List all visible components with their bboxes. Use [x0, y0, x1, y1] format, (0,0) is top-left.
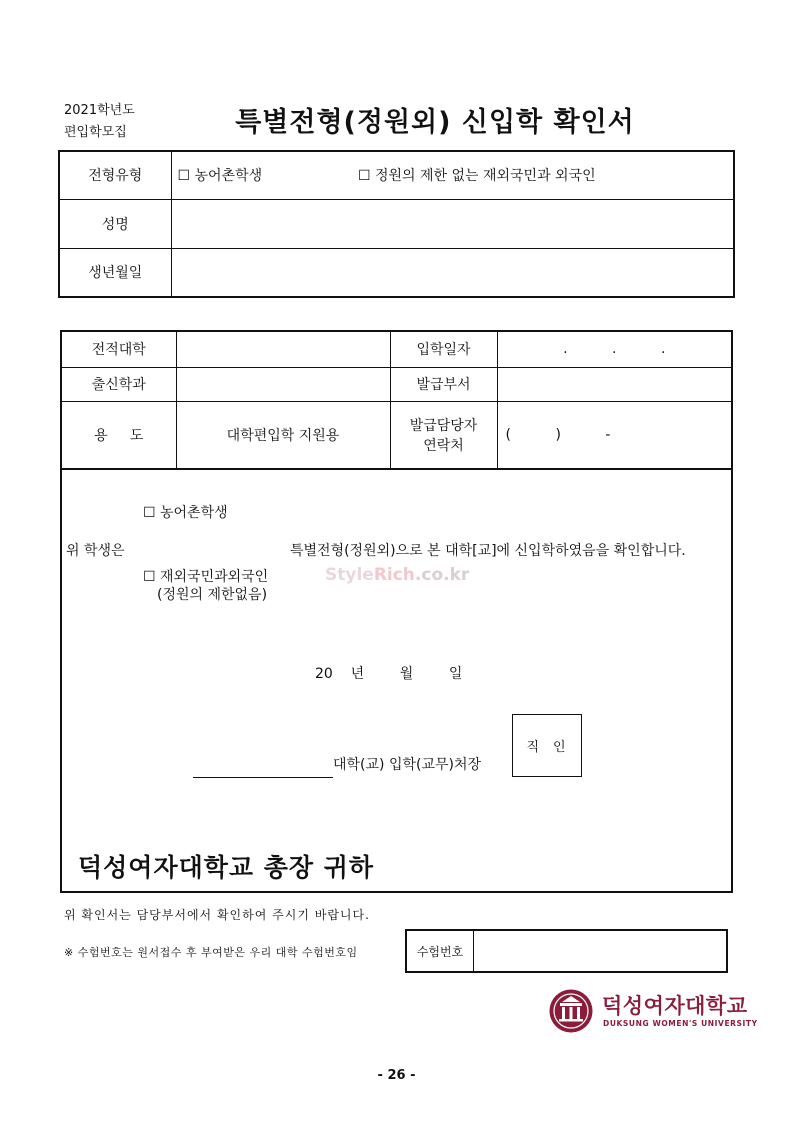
watermark [325, 565, 469, 585]
university-name-korean: 덕성여자대학교 [602, 994, 748, 1018]
exam-number-box [405, 929, 728, 973]
contact-field[interactable]: ( ) - [497, 401, 732, 469]
university-emblem-icon [548, 988, 594, 1034]
admission-type-label: 전형유형 [59, 151, 171, 199]
signer-title: 대학(교) 입학(교무)처장 [333, 757, 482, 773]
contact-label-line1: 발급담당자 [409, 417, 478, 434]
issuing-office-label: 발급부서 [390, 367, 497, 401]
issuing-office-field[interactable] [497, 367, 732, 401]
university-logo [548, 988, 758, 1038]
department-field[interactable] [176, 367, 390, 401]
watermark-part-a: Style [325, 565, 374, 585]
school-info-table [60, 330, 733, 470]
applicant-info-table [58, 150, 735, 298]
watermark-part-b: Rich [373, 565, 415, 585]
addressee: 덕성여자대학교 총장 귀하 [78, 853, 375, 882]
birthdate-field[interactable] [171, 248, 734, 297]
statement-overseas-checkbox[interactable]: ☐ 재외국민과외국인 [143, 569, 269, 585]
rural-student-checkbox[interactable]: ☐ 농어촌학생 [177, 168, 263, 185]
department-label: 출신학과 [61, 367, 176, 401]
name-label: 성명 [59, 199, 171, 248]
statement-subject-prefix: 위 학생은 [66, 543, 125, 559]
exam-number-label: 수험번호 [407, 931, 474, 971]
exam-number-note: ※ 수험번호는 원서접수 후 부여받은 우리 대학 수험번호임 [64, 946, 358, 959]
watermark-part-c: .co.kr [414, 565, 470, 585]
purpose-label: 용 도 [61, 401, 176, 469]
admission-date-field[interactable]: . . . [497, 331, 732, 367]
previous-university-label: 전적대학 [61, 331, 176, 367]
signature-line [193, 777, 333, 778]
official-seal-box: 직인 [512, 714, 582, 777]
document-title: 특별전형(정원외) 신입학 확인서 [235, 107, 635, 138]
birthdate-label: 생년월일 [59, 248, 171, 297]
issue-date-line[interactable]: 20 년 월 일 [315, 666, 463, 682]
overseas-foreigner-checkbox[interactable]: ☐ 정원의 제한 없는 재외국민과 외국인 [357, 168, 596, 185]
exam-number-field[interactable] [474, 931, 726, 971]
confirmation-note: 위 확인서는 담당부서에서 확인하여 주시기 바랍니다. [64, 908, 370, 922]
recruitment-year: 2021학년도 [64, 103, 135, 118]
contact-label-line2: 연락처 [423, 437, 464, 454]
statement-sentence: 특별전형(정원외)으로 본 대학[교]에 신입학하였음을 확인합니다. [290, 543, 686, 559]
recruitment-type: 편입학모집 [64, 125, 127, 140]
admission-date-label: 입학일자 [390, 331, 497, 367]
university-name-english: DUKSUNG WOMEN'S UNIVERSITY [603, 1019, 758, 1028]
previous-university-field[interactable] [176, 331, 390, 367]
statement-rural-checkbox[interactable]: ☐ 농어촌학생 [143, 505, 228, 521]
purpose-value: 대학편입학 지원용 [176, 401, 390, 469]
page-number: - 26 - [377, 1068, 416, 1083]
name-field[interactable] [171, 199, 734, 248]
contact-label [390, 401, 497, 469]
admission-type-options [171, 151, 734, 199]
statement-overseas-note: (정원의 제한없음) [157, 587, 268, 603]
